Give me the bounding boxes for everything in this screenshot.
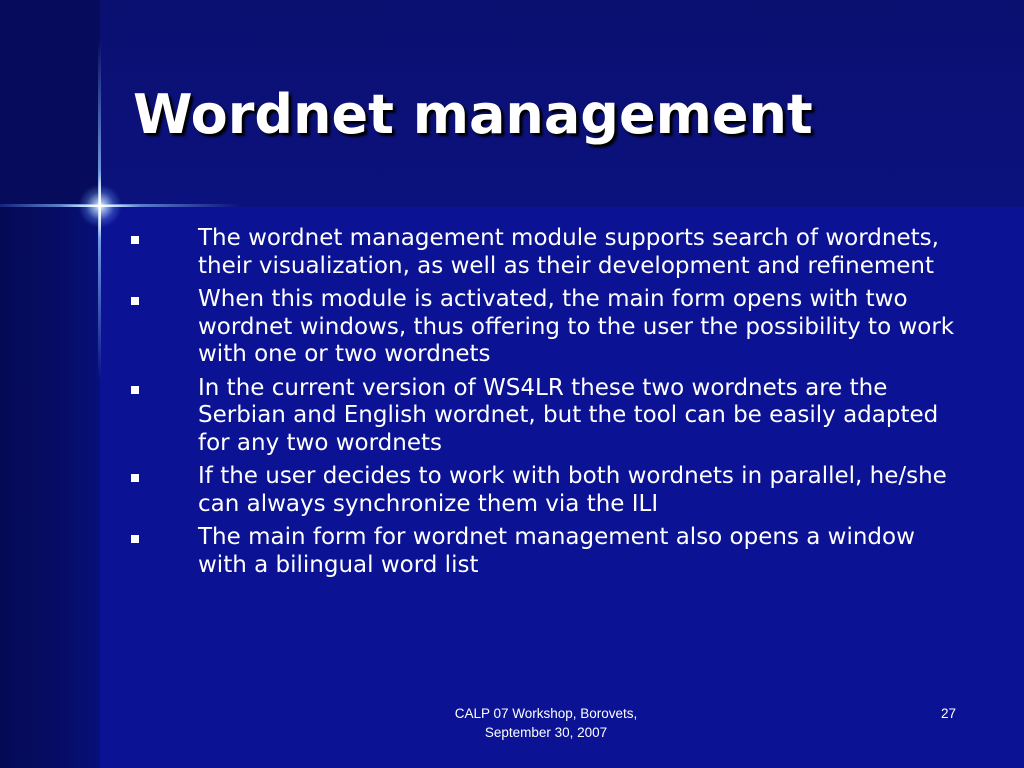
bullet-item [128, 524, 958, 579]
square-bullet-icon [131, 386, 139, 394]
bullet-item [128, 225, 958, 280]
bullet-text: In the current version of WS4LR these two wordnets are the Serbian and English wordnet, but the tool can be easily adapted for any two wordnets [198, 374, 939, 456]
bullet-text: If the user decides to work with both wordnets in parallel, he/she can always synchronize them via the ILI [198, 463, 947, 517]
footer-event [400, 704, 692, 742]
sparkle-star-v-ray [99, 170, 101, 242]
bullet-list [128, 225, 958, 585]
square-bullet-icon [131, 297, 139, 305]
slide-title: Wordnet management [133, 83, 813, 146]
bullet-text: The main form for wordnet management also opens a window with a bilingual word list [198, 524, 915, 578]
bullet-item [128, 463, 958, 518]
bullet-text: When this module is activated, the main form opens with two wordnet windows, thus offering to the user the possibility to work with one or two wordnets [198, 286, 955, 367]
footer-event-line2: September 30, 2007 [484, 725, 608, 740]
square-bullet-icon [131, 236, 139, 244]
bullet-item [128, 375, 958, 458]
page-number: 27 [940, 706, 956, 721]
footer-event-line1: CALP 07 Workshop, Borovets, [454, 706, 638, 721]
bullet-item [128, 286, 958, 369]
bullet-text: The wordnet management module supports search of wordnets, their visualization, as well as their development and refinement [198, 225, 939, 279]
square-bullet-icon [131, 535, 139, 543]
header-corner [0, 0, 100, 207]
square-bullet-icon [131, 474, 139, 482]
